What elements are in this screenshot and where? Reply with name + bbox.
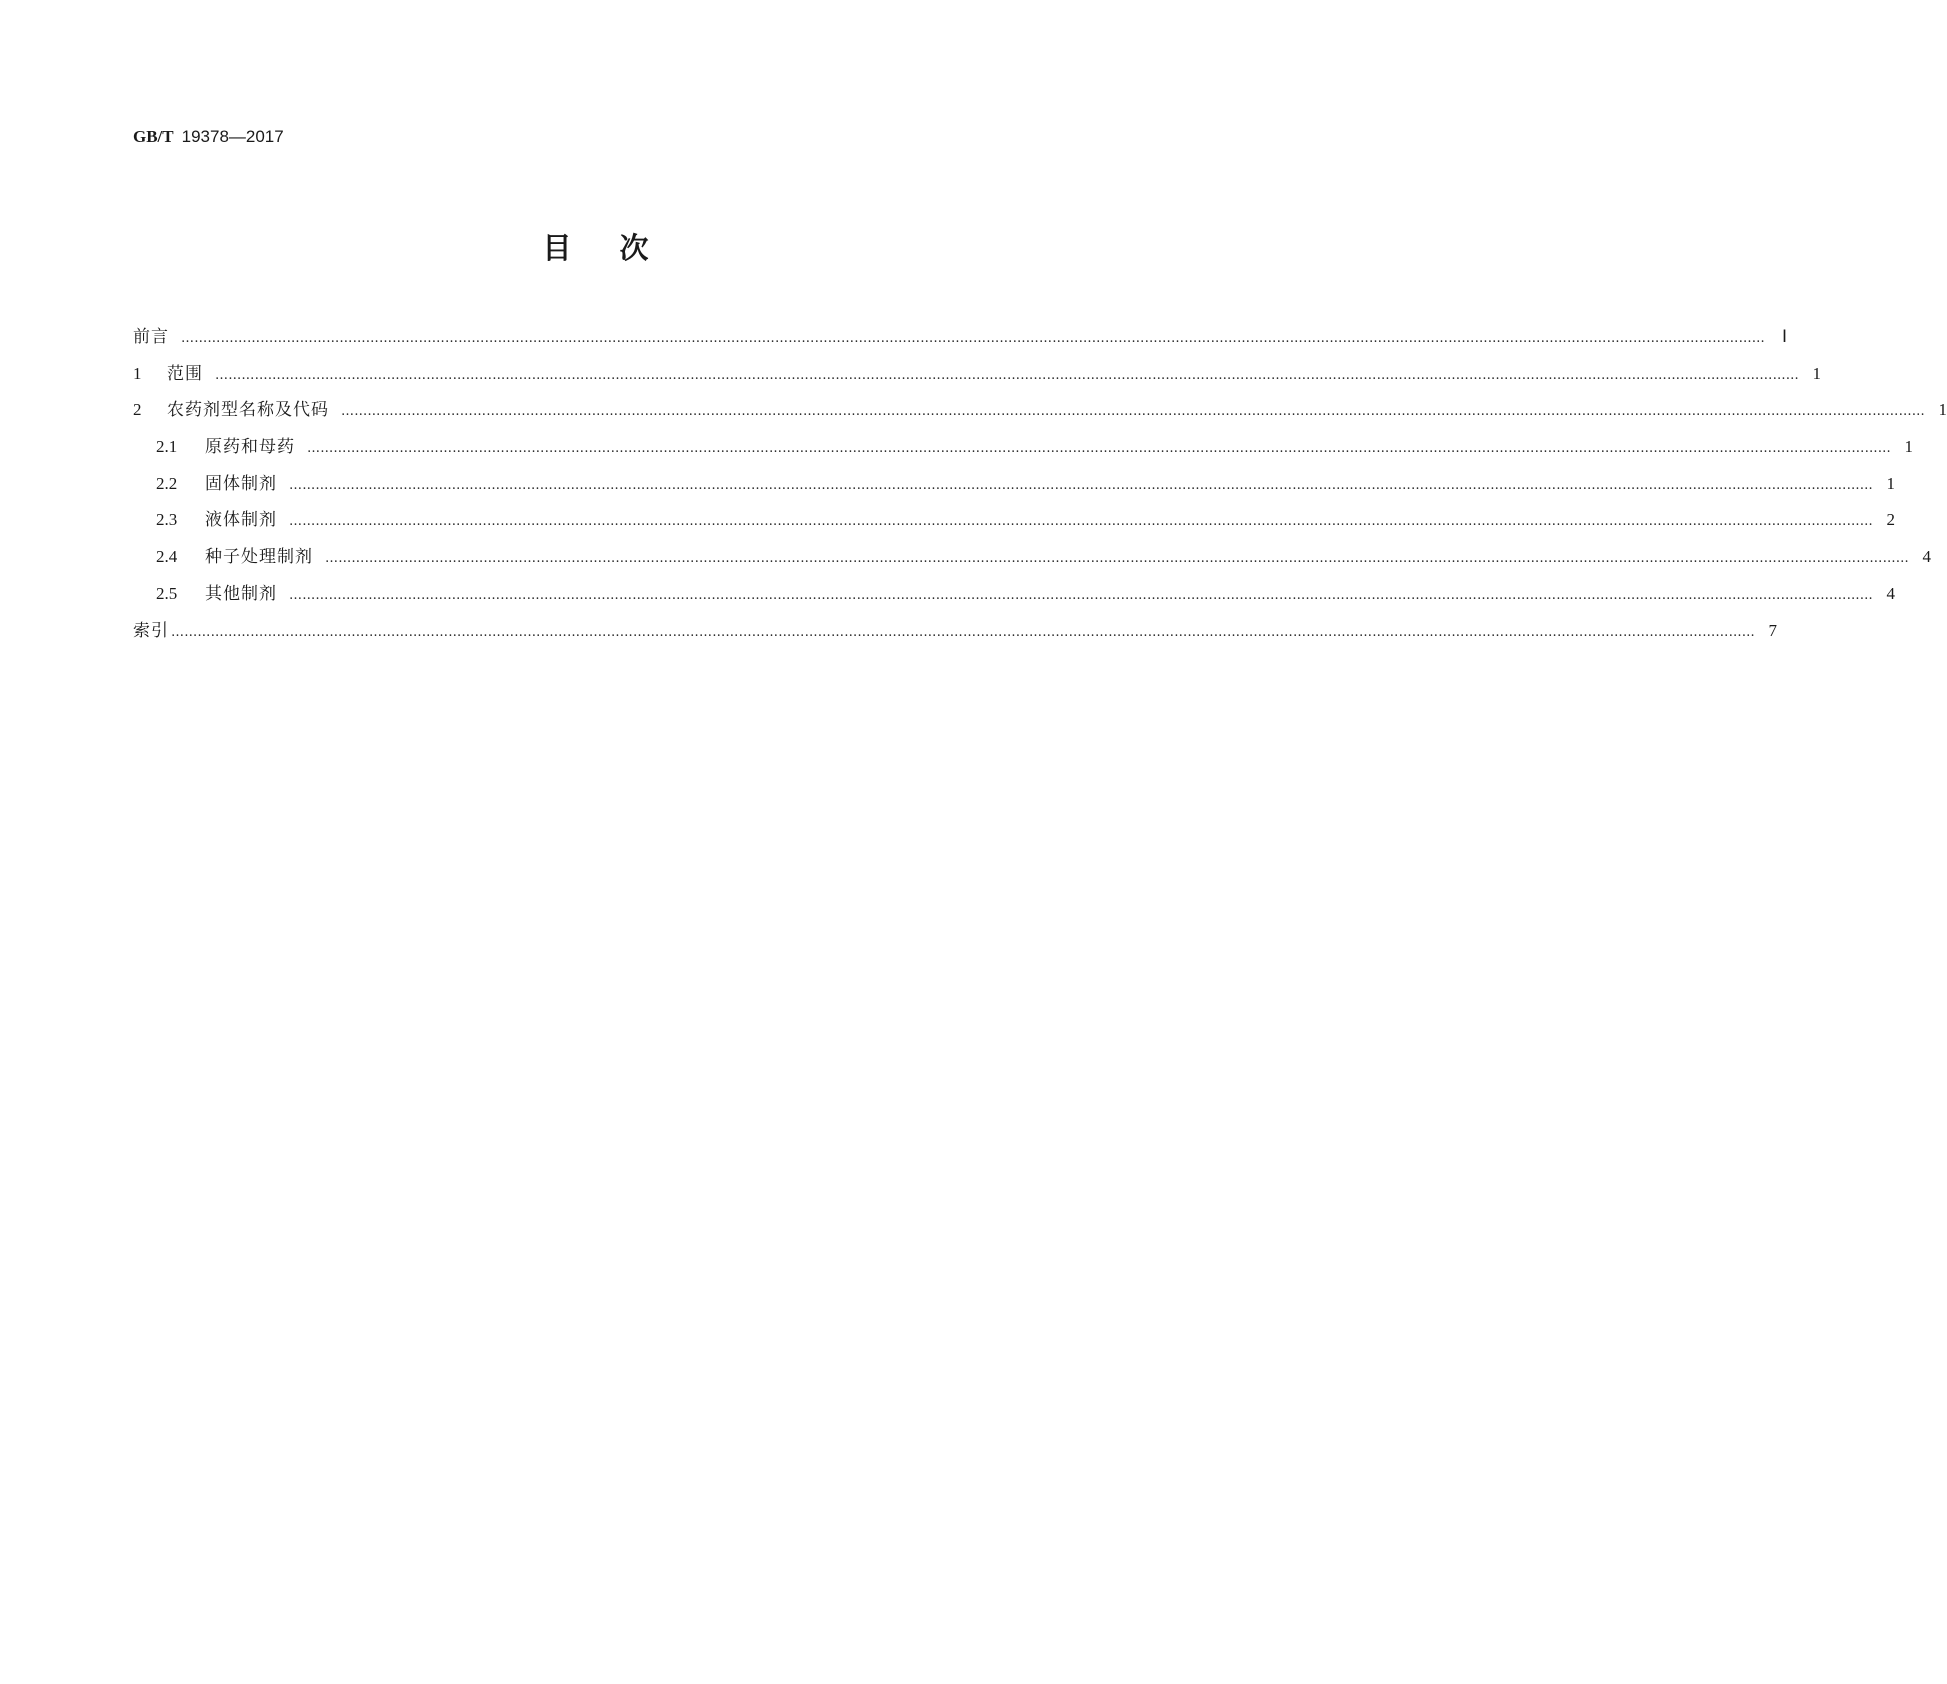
toc-entry-label: 农药剂型名称及代码: [167, 400, 329, 421]
toc-entry-technical-and-concentrate[interactable]: [133, 436, 1913, 473]
toc-entry-seed-treatment[interactable]: [133, 546, 1931, 583]
toc-entry-label: 索引: [133, 620, 169, 641]
toc-entry-number: 2.2: [156, 473, 178, 493]
dot-leader: ………………………………………………………………………………………………………………………………………………………………………………………………………………………………………………………………………………………………………………………………: [171, 624, 1755, 640]
dot-leader: ………………………………………………………………………………………………………………………………………………………………………………………………………………………………………………………………………………………………………………………………: [215, 367, 1799, 383]
standard-code: [133, 127, 284, 147]
toc-entry-label: 原药和母药: [205, 437, 295, 458]
dot-leader: ………………………………………………………………………………………………………………………………………………………………………………………………………………………………………………………………………………………………………………………………: [289, 514, 1873, 530]
toc-entry-label: 种子处理制剂: [205, 547, 313, 568]
toc-entry-label: 前言: [133, 327, 169, 347]
toc-title-char-1: 目: [542, 231, 572, 265]
toc-entry-names-and-codes[interactable]: [133, 399, 1947, 436]
toc-entry-page: 1: [1938, 400, 1947, 420]
toc-title-char-2: 次: [619, 231, 649, 265]
toc-entry-scope[interactable]: [133, 363, 1821, 400]
table-of-contents: [133, 326, 1947, 656]
dot-leader: ………………………………………………………………………………………………………………………………………………………………………………………………………………………………………………………………………………………………………………………………: [307, 441, 1891, 457]
toc-entry-page: 1: [1886, 473, 1895, 493]
toc-entry-other-formulations[interactable]: [133, 583, 1895, 620]
dot-leader: ………………………………………………………………………………………………………………………………………………………………………………………………………………………………………………………………………………………………………………………………: [181, 331, 1765, 346]
toc-entry-page: 4: [1886, 583, 1895, 603]
toc-entry-solid-formulations[interactable]: [133, 473, 1895, 510]
toc-entry-number: 2.4: [156, 547, 178, 567]
toc-title: [0, 226, 1191, 267]
toc-entry-page: 2: [1886, 510, 1895, 530]
toc-entry-number: 2.3: [156, 510, 178, 530]
toc-entry-page: Ⅰ: [1781, 327, 1787, 346]
toc-entry-number: 2.5: [156, 583, 178, 603]
standard-prefix: GB/T: [133, 127, 174, 146]
toc-entry-label: 其他制剂: [205, 583, 277, 604]
toc-entry-label: 液体制剂: [205, 510, 277, 531]
toc-entry-number: 2.1: [156, 437, 178, 457]
toc-entry-label: 范围: [167, 363, 203, 384]
dot-leader: ………………………………………………………………………………………………………………………………………………………………………………………………………………………………………………………………………………………………………………………………: [289, 587, 1873, 603]
toc-entry-index[interactable]: [133, 620, 1777, 657]
dot-leader: ………………………………………………………………………………………………………………………………………………………………………………………………………………………………………………………………………………………………………………………………: [341, 404, 1925, 420]
dot-leader: ………………………………………………………………………………………………………………………………………………………………………………………………………………………………………………………………………………………………………………………………: [325, 551, 1909, 567]
toc-entry-foreword[interactable]: [133, 326, 1787, 363]
toc-entry-number: 2: [133, 400, 142, 420]
toc-entry-page: 7: [1768, 620, 1777, 640]
toc-entry-page: 1: [1812, 363, 1821, 383]
toc-entry-label: 固体制剂: [205, 473, 277, 494]
standard-number: 19378—2017: [181, 127, 284, 146]
toc-entry-page: 4: [1922, 547, 1931, 567]
toc-entry-liquid-formulations[interactable]: [133, 509, 1895, 546]
toc-entry-page: 1: [1904, 437, 1913, 457]
toc-entry-number: 1: [133, 363, 142, 383]
dot-leader: ………………………………………………………………………………………………………………………………………………………………………………………………………………………………………………………………………………………………………………………………: [289, 477, 1873, 493]
